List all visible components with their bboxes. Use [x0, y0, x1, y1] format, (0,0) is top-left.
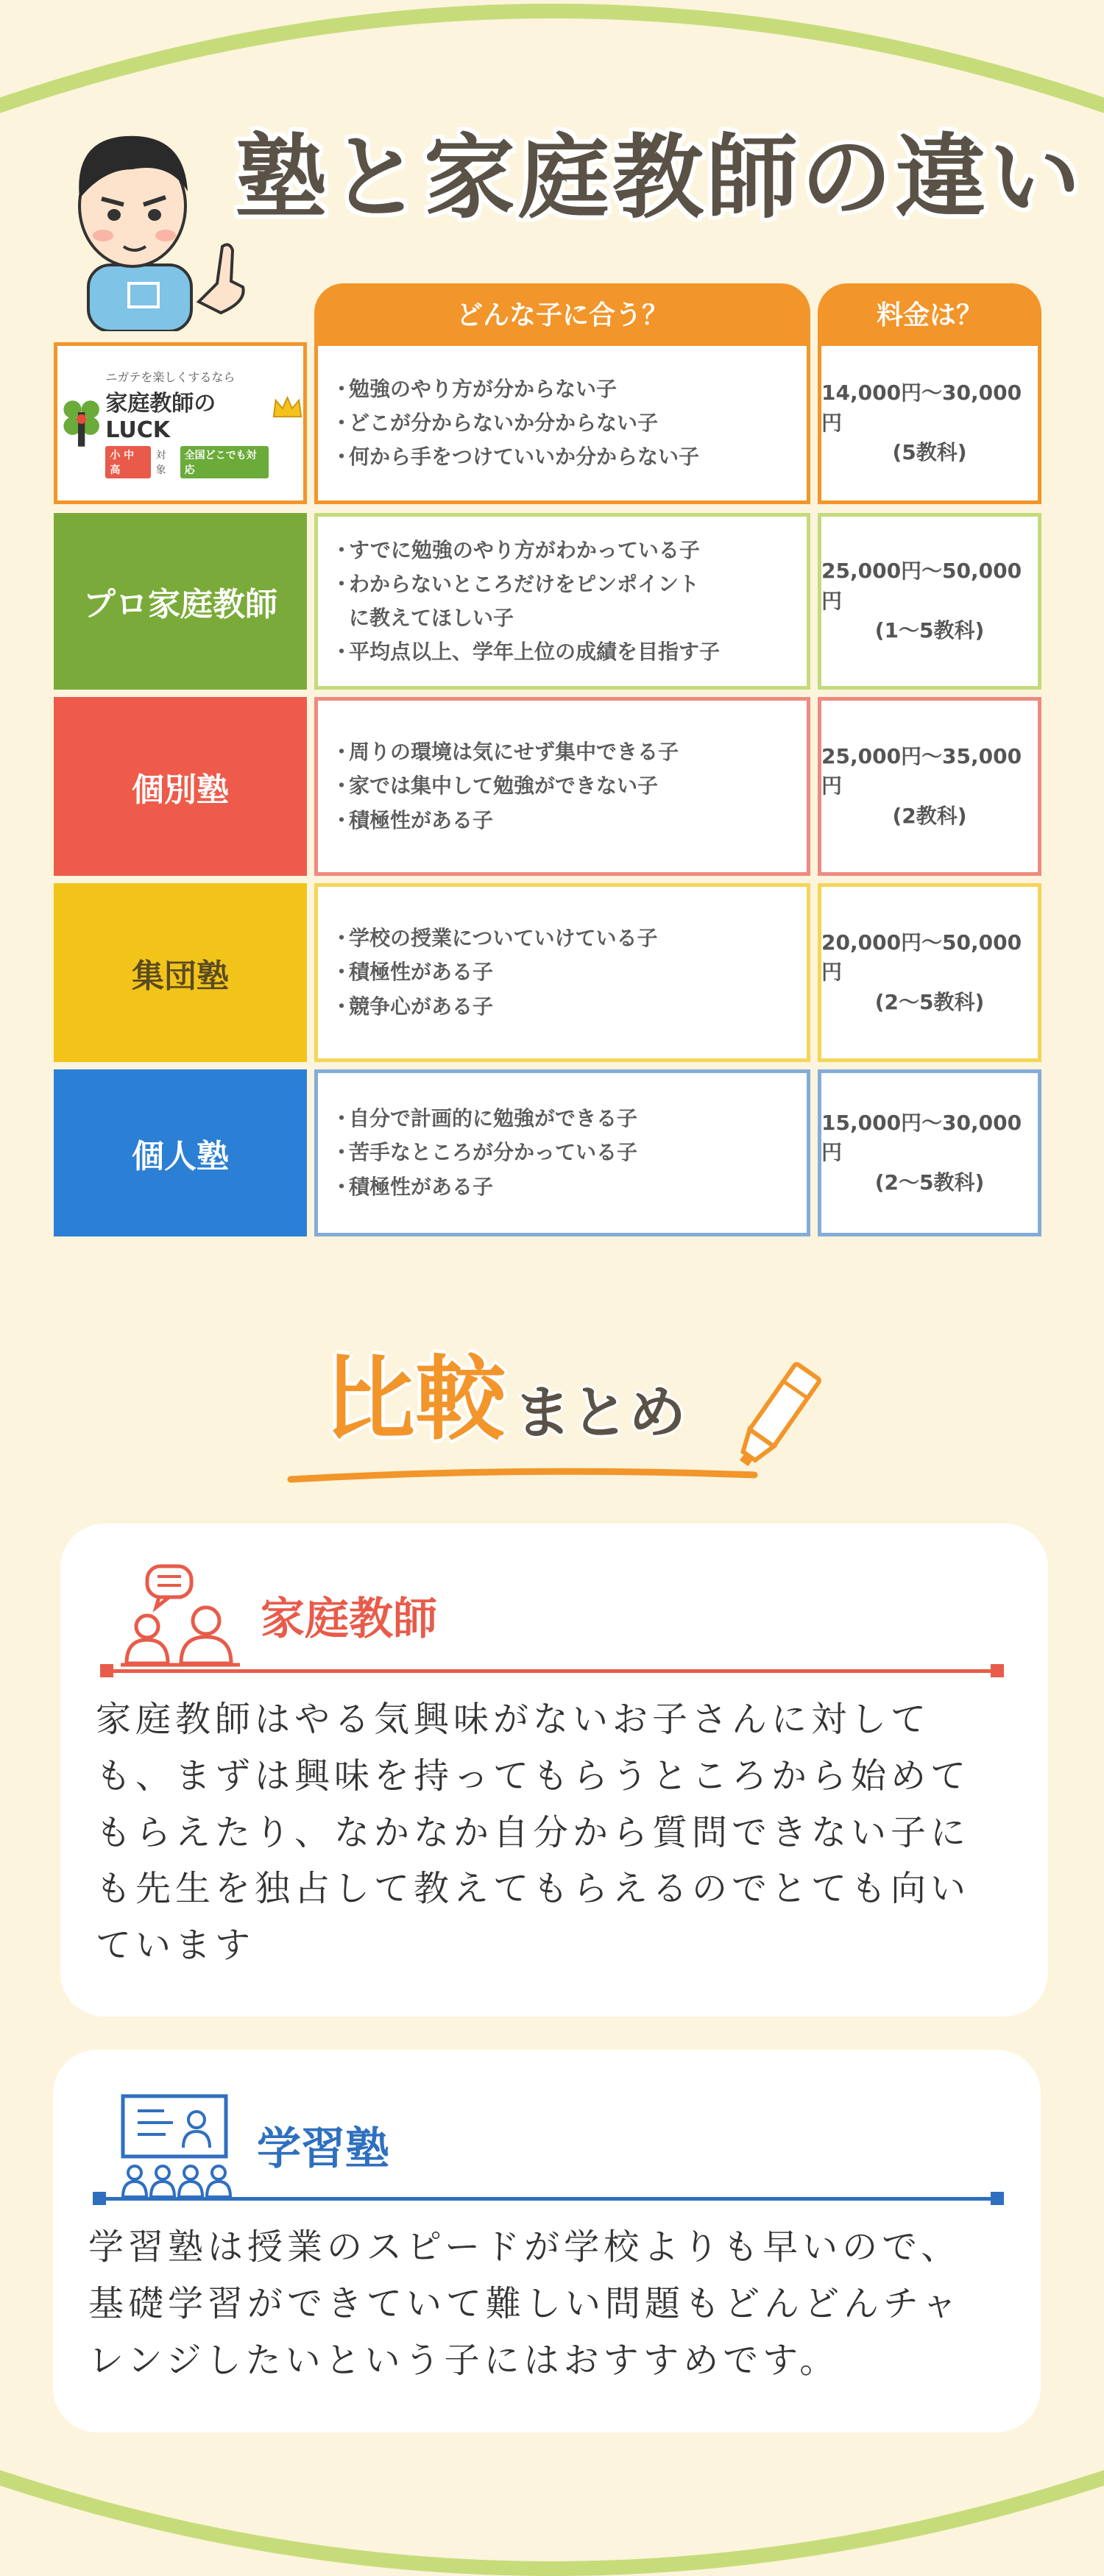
page-title: 塾と家庭教師の違い — [236, 125, 1084, 231]
fit-cell: ・ 自分で計画的に勉強ができる子 ・ 苦手なところが分かっている子 ・ 積極性がある子 — [314, 1069, 810, 1236]
logo-grades: 小 中 高 — [105, 446, 151, 478]
logo-brand: 家庭教師のLUCK — [105, 391, 216, 443]
logo-target: 対象 — [155, 450, 166, 476]
card-line: 学習塾は授業のスピードが学校よりも早いので、 — [88, 2226, 961, 2268]
price-range: 20,000円〜50,000円 — [821, 930, 1022, 985]
fit-cell: ・ すでに勉強のやり方がわかっている子 ・ わからないところだけをピンポイント に教えてほしい子 ・ 平均点以上、学年上位の成績を目指す子 — [314, 513, 810, 690]
price-subjects: (2〜5教科) — [874, 1170, 985, 1195]
row-label: 集団塾 — [54, 883, 307, 1062]
card-line: 基礎学習ができていて難しい問題もどんどんチャ — [88, 2282, 962, 2324]
price-range: 25,000円〜50,000円 — [821, 559, 1022, 613]
price-subjects: (5教科) — [892, 440, 967, 465]
clover-logo-icon — [57, 394, 105, 453]
fit-cell: ・ 周りの環境は気にせず集中できる子 ・ 家では集中して勉強ができない子 ・ 積極性がある子 — [314, 697, 810, 876]
card-line: レンジしたいという子にはおすすめです。 — [88, 2339, 840, 2381]
card-line: も、まずは興味を持ってもらうところから始めて — [96, 1755, 971, 1797]
summary-title-small: まとめ — [514, 1380, 687, 1447]
fit-item: すでに勉強のやり方がわかっている子 — [349, 537, 700, 562]
fit-cell: ・ 学校の授業についていけている子 ・ 積極性がある子 ・ 競争心がある子 — [314, 883, 810, 1062]
card-line: ています — [96, 1925, 255, 1967]
card-line: 家庭教師はやる気興味がないお子さんに対して — [96, 1699, 931, 1740]
table-row-private-cram — [54, 1069, 1041, 1236]
card-divider — [96, 2197, 1001, 2201]
fit-cell: ・ 勉強のやり方が分からない子 ・ どこが分からないか分からない子 ・ 何から手をつけていいか分からない子 — [314, 342, 810, 504]
price-range: 14,000円〜30,000円 — [821, 381, 1022, 435]
row-label: プロ家庭教師 — [54, 513, 307, 690]
price-subjects: (2教科) — [892, 803, 967, 828]
fit-item-continued: に教えてほしい子 — [349, 606, 514, 630]
card-body-tutor — [96, 1691, 1016, 1974]
fit-item: 積極性がある子 — [349, 960, 494, 985]
price-cell — [818, 697, 1041, 876]
column-header-fit: どんな子に合う？ — [314, 283, 810, 342]
price-cell — [818, 1069, 1041, 1236]
price-subjects: (2〜5教科) — [874, 989, 985, 1014]
card-line: も先生を独占して教えてもらえるのでとても向い — [96, 1868, 971, 1910]
classroom-icon — [114, 2090, 239, 2201]
card-header-tutor — [118, 1560, 437, 1671]
luck-logo — [54, 342, 307, 504]
crown-icon — [272, 394, 303, 423]
table-row-individual-cram — [54, 697, 1041, 876]
fit-item: 積極性がある子 — [349, 807, 494, 832]
table-row-pro-tutor — [54, 513, 1041, 690]
fit-item: 自分で計画的に勉強ができる子 — [349, 1106, 638, 1131]
fit-item: 周りの環境は気にせず集中できる子 — [349, 740, 679, 765]
card-title: 学習塾 — [257, 2123, 389, 2175]
card-title: 家庭教師 — [261, 1593, 437, 1645]
tutoring-icon — [118, 1560, 243, 1671]
fit-item: 競争心がある子 — [349, 994, 494, 1019]
card-line: もらえたり、なかなか自分から質問できない子に — [96, 1811, 971, 1853]
summary-title-big: 比較 — [324, 1347, 507, 1453]
teacher-mascot-icon — [44, 110, 258, 331]
highlighter-pen-icon — [729, 1354, 824, 1479]
fit-item: 勉強のやり方が分からない子 — [349, 376, 618, 401]
summary-underline — [287, 1465, 758, 1487]
table-row-group-cram — [54, 883, 1041, 1062]
price-range: 25,000円〜35,000円 — [821, 743, 1022, 799]
fit-item: 苦手なところが分かっている子 — [349, 1140, 638, 1165]
logo-tagline: ニガテを楽しくするなら — [105, 370, 236, 384]
fit-item: 学校の授業についていけている子 — [349, 926, 658, 951]
price-cell — [818, 883, 1041, 1062]
price-cell — [818, 342, 1041, 504]
fit-item: 家では集中して勉強ができない子 — [349, 774, 659, 799]
fit-item: どこが分からないか分からない子 — [349, 410, 659, 435]
card-divider — [103, 1669, 1001, 1673]
price-cell — [818, 513, 1041, 690]
summary-heading — [324, 1347, 687, 1453]
card-body-cram-school — [88, 2219, 1016, 2388]
fit-item: 何から手をつけていいか分からない子 — [349, 445, 700, 470]
logo-area: 全国どこでも対応 — [180, 446, 269, 478]
column-header-price: 料金は？ — [818, 283, 1041, 342]
price-subjects: (1〜5教科) — [874, 618, 985, 643]
fit-item: 積極性がある子 — [349, 1174, 494, 1199]
fit-item: 平均点以上、学年上位の成績を目指す子 — [349, 640, 721, 665]
price-range: 15,000円〜30,000円 — [821, 1110, 1022, 1165]
row-label: 個人塾 — [54, 1069, 307, 1236]
card-header-cram-school — [114, 2090, 389, 2201]
row-label: 個別塾 — [54, 697, 307, 876]
table-row-luck — [54, 342, 1041, 504]
fit-item: わからないところだけをピンポイント — [349, 571, 700, 596]
